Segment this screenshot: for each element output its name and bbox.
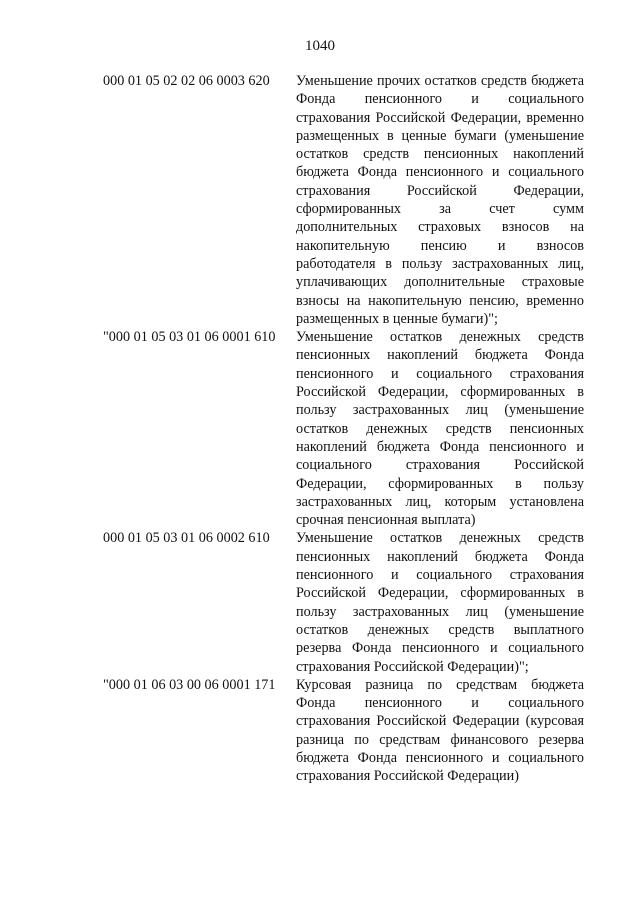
- budget-code: "000 01 05 03 01 06 0001 610: [103, 329, 276, 346]
- page-number: 1040: [305, 38, 335, 54]
- budget-code: "000 01 06 03 00 06 0001 171: [103, 676, 276, 693]
- budget-code: 000 01 05 03 01 06 0002 610: [103, 530, 270, 547]
- code-description: Уменьшение прочих остатков средств бюджета Фонда пенсионного и социального страхования Российской Федерации, временно размещенных в ценные бумаги (уменьшение остатков средств пенсионных накоплений бюджета Фонда пенсионного и социального страхования Российской Федерации, сформированных за счет сумм дополнительных страховых взносов на накопительную пенсию и взносов работодателя в пользу застрахованных лиц, уплачивающих дополнительные страховые взносы на накопительную пенсию, временно размещенных в ценные бумаги)";: [296, 73, 584, 327]
- table-row: [103, 328, 585, 529]
- code-description: Уменьшение остатков денежных средств пенсионных накоплений бюджета Фонда пенсионного и социального страхования Российской Федерации, сформированных в пользу застрахованных лиц (уменьшение остатков денежных средств пенсионных накоплений бюджета Фонда пенсионного и социального страхования Российской Федерации, сформированных в пользу застрахованных лиц, которым установлена срочная пенсионная выплата): [296, 329, 584, 529]
- code-description: Курсовая разница по средствам бюджета Фонда пенсионного и социального страхования Российской Федерации (курсовая разница по средствам финансового резерва бюджета Фонда пенсионного и социального страхования Российской Федерации): [296, 676, 584, 785]
- table-row: [103, 529, 585, 675]
- classification-table: [103, 72, 585, 786]
- code-description: Уменьшение остатков денежных средств пенсионных накоплений бюджета Фонда пенсионного и социального страхования Российской Федерации, сформированных в пользу застрахованных лиц (уменьшение остатков денежных средств выплатного резерва Фонда пенсионного и социального страхования Российской Федерации)";: [296, 530, 584, 675]
- budget-code: 000 01 05 02 02 06 0003 620: [103, 73, 270, 89]
- table-row: [103, 72, 585, 328]
- table-row: [103, 676, 585, 786]
